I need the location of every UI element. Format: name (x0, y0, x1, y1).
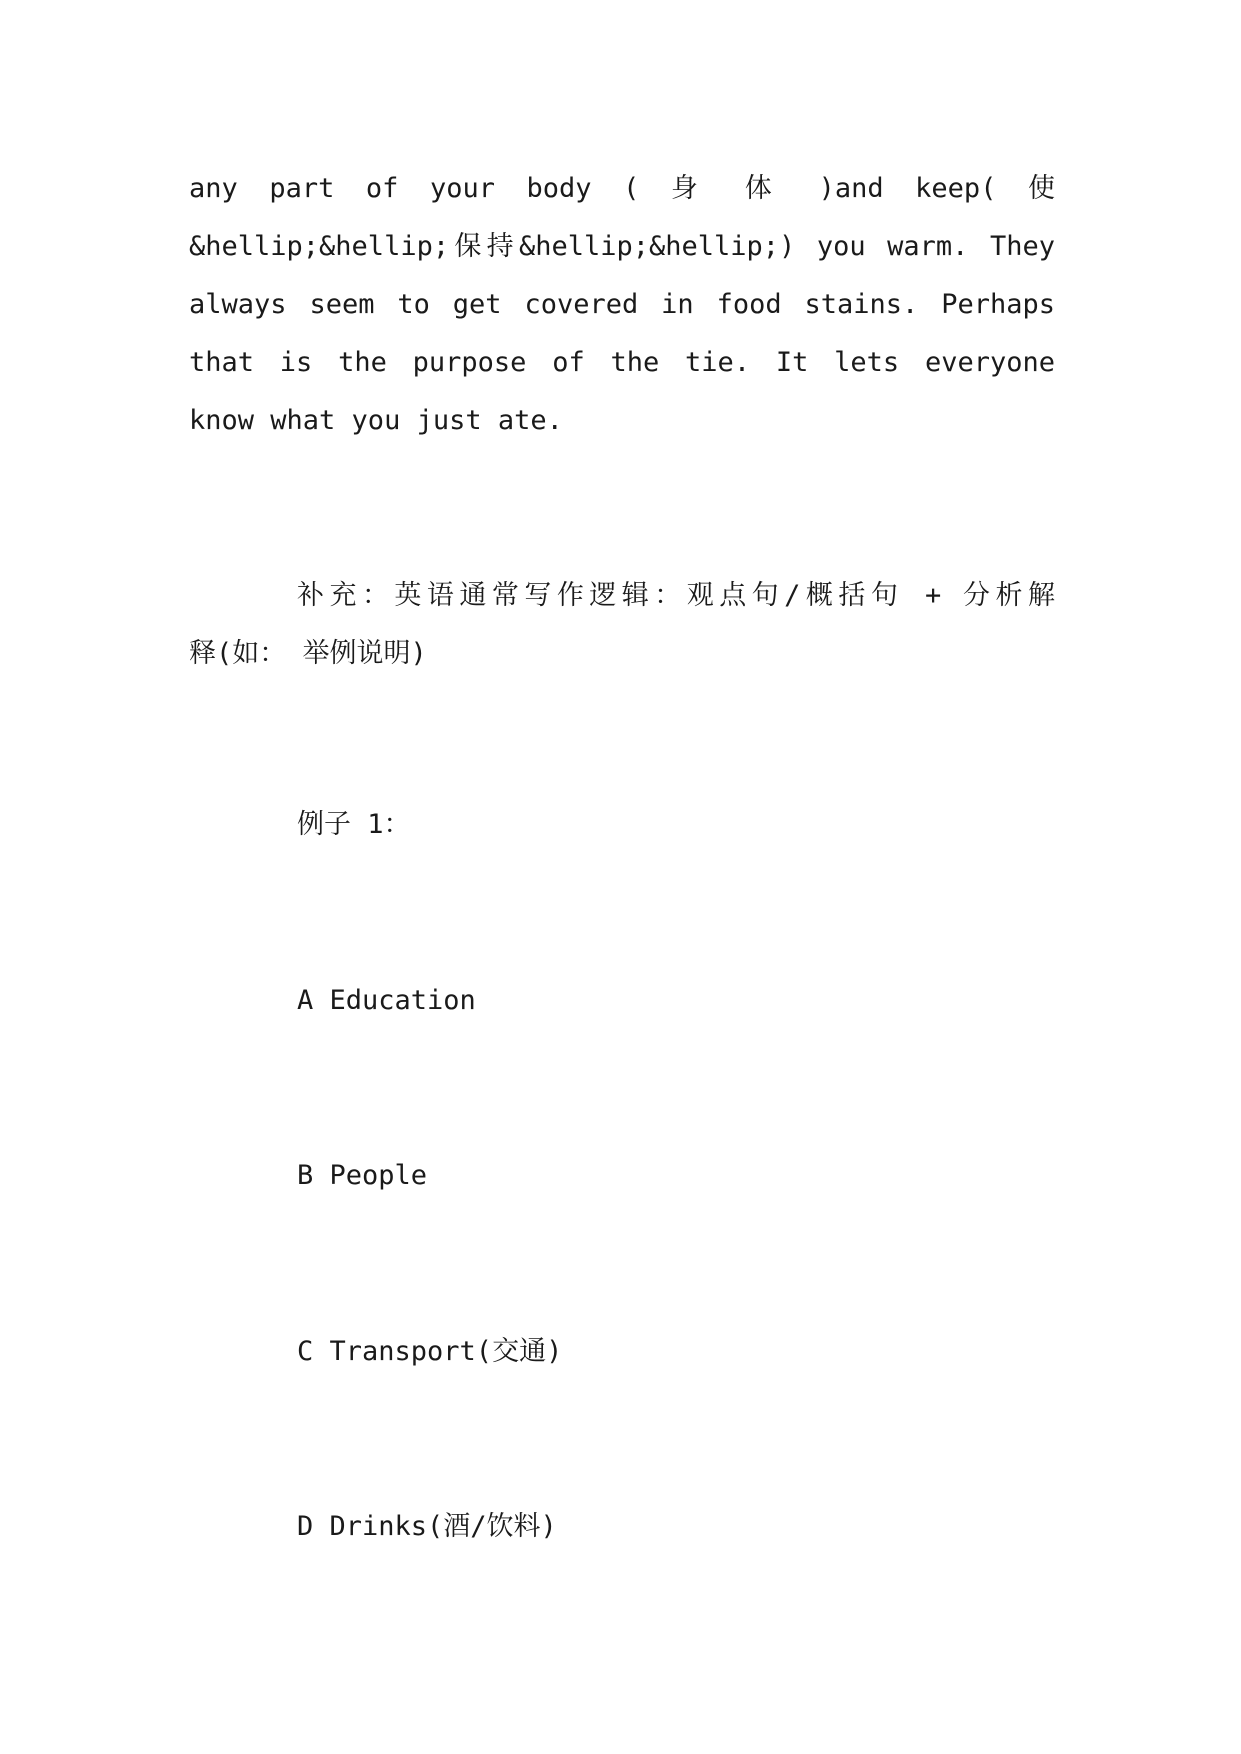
body-paragraph (189, 160, 1055, 450)
paragraph-line: that is the purpose of the tie. It lets everyone (189, 347, 1055, 378)
supplement-paragraph (189, 567, 1055, 683)
example-heading: 例子 1： (297, 809, 411, 840)
paragraph-line: always seem to get covered in food stains. Perhaps (189, 289, 1055, 320)
supplement-line: 释(如： 举例说明) (189, 638, 427, 669)
paragraph-line: any part of your body ( 身 体 )and keep( 使 (189, 173, 1055, 204)
paragraph-line: &hellip;&hellip;保持&hellip;&hellip;) you warm. They (189, 231, 1055, 262)
paragraph-line: know what you just ate. (189, 405, 563, 436)
supplement-line: 补充：英语通常写作逻辑：观点句/概括句 + 分析解 (297, 580, 1055, 611)
option-b: B People (297, 1160, 428, 1191)
option-d: D Drinks(酒/饮料) (297, 1511, 557, 1542)
option-c: C Transport(交通) (297, 1336, 563, 1367)
option-a: A Education (297, 985, 476, 1016)
